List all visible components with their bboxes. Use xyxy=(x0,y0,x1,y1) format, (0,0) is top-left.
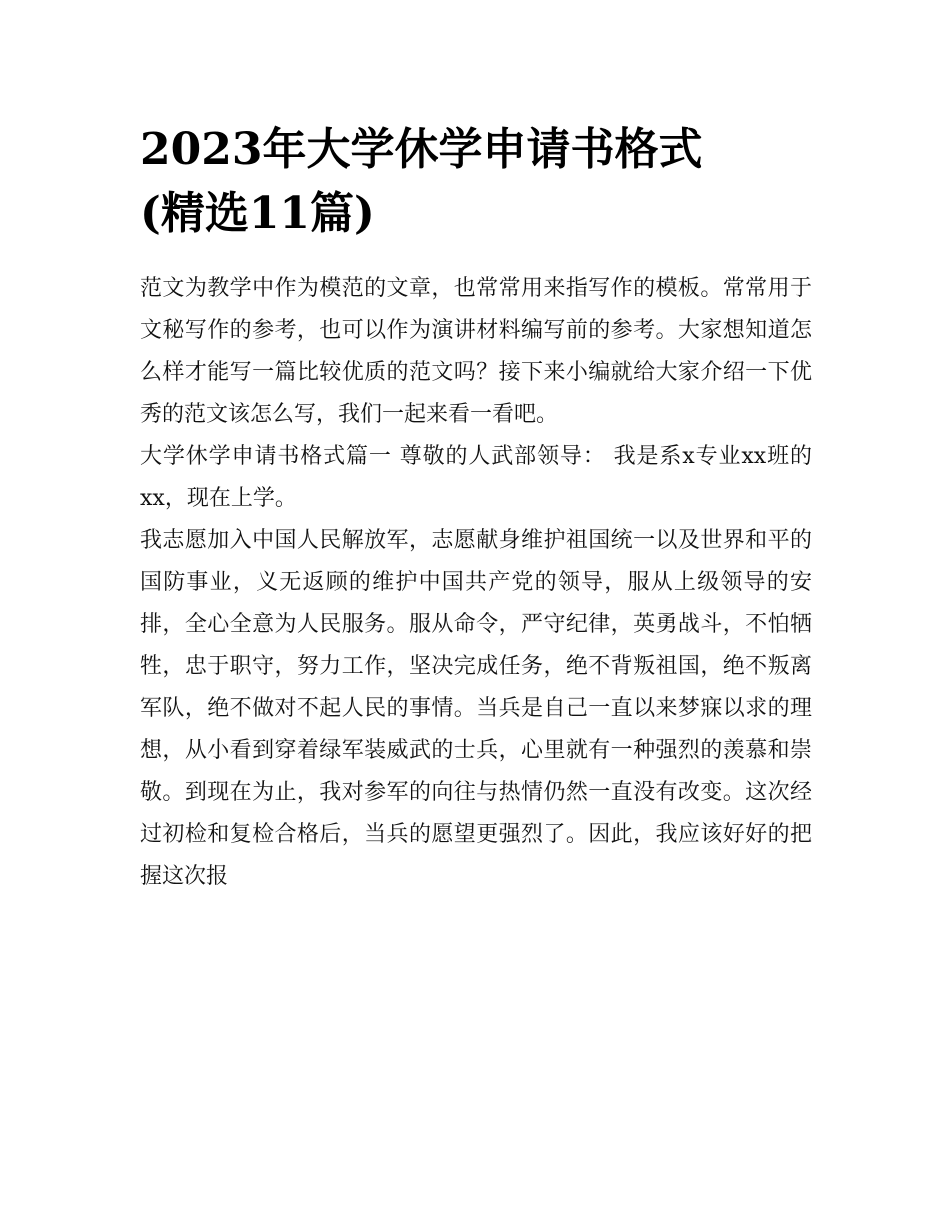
document-body xyxy=(140,268,812,898)
title-line-2: (精选11篇) xyxy=(140,188,375,239)
document-title xyxy=(140,118,812,246)
document-page xyxy=(140,118,812,898)
paragraph-intro: 范文为教学中作为模范的文章，也常常用来指写作的模板。常常用于文秘写作的参考，也可以作为演讲材料编写前的参考。大家想知道怎么样才能写一篇比较优质的范文吗？接下来小编就给大家介绍一下优秀的范文该怎么写，我们一起来看一看吧。 xyxy=(140,276,812,427)
paragraph-main: 我志愿加入中国人民解放军，志愿献身维护祖国统一以及世界和平的国防事业，义无返顾的维护中国共产党的领导，服从上级领导的安排，全心全意为人民服务。服从命令，严守纪律，英勇战斗，不怕牺牲，忠于职守，努力工作，坚决完成任务，绝不背叛祖国，绝不叛离军队，绝不做对不起人民的事情。当兵是自己一直以来梦寐以求的理想，从小看到穿着绿军装威武的士兵，心里就有一种强烈的羡慕和崇敬。到现在为止，我对参军的向往与热情仍然一直没有改变。这次经过初检和复检合格后，当兵的愿望更强烈了。因此，我应该好好的把握这次报 xyxy=(140,528,812,889)
paragraph-salutation: 大学休学申请书格式篇一 尊敬的人武部领导： 我是系x专业xx班的xx，现在上学。 xyxy=(140,444,812,511)
title-line-1: 2023年大学休学申请书格式 xyxy=(140,124,703,175)
